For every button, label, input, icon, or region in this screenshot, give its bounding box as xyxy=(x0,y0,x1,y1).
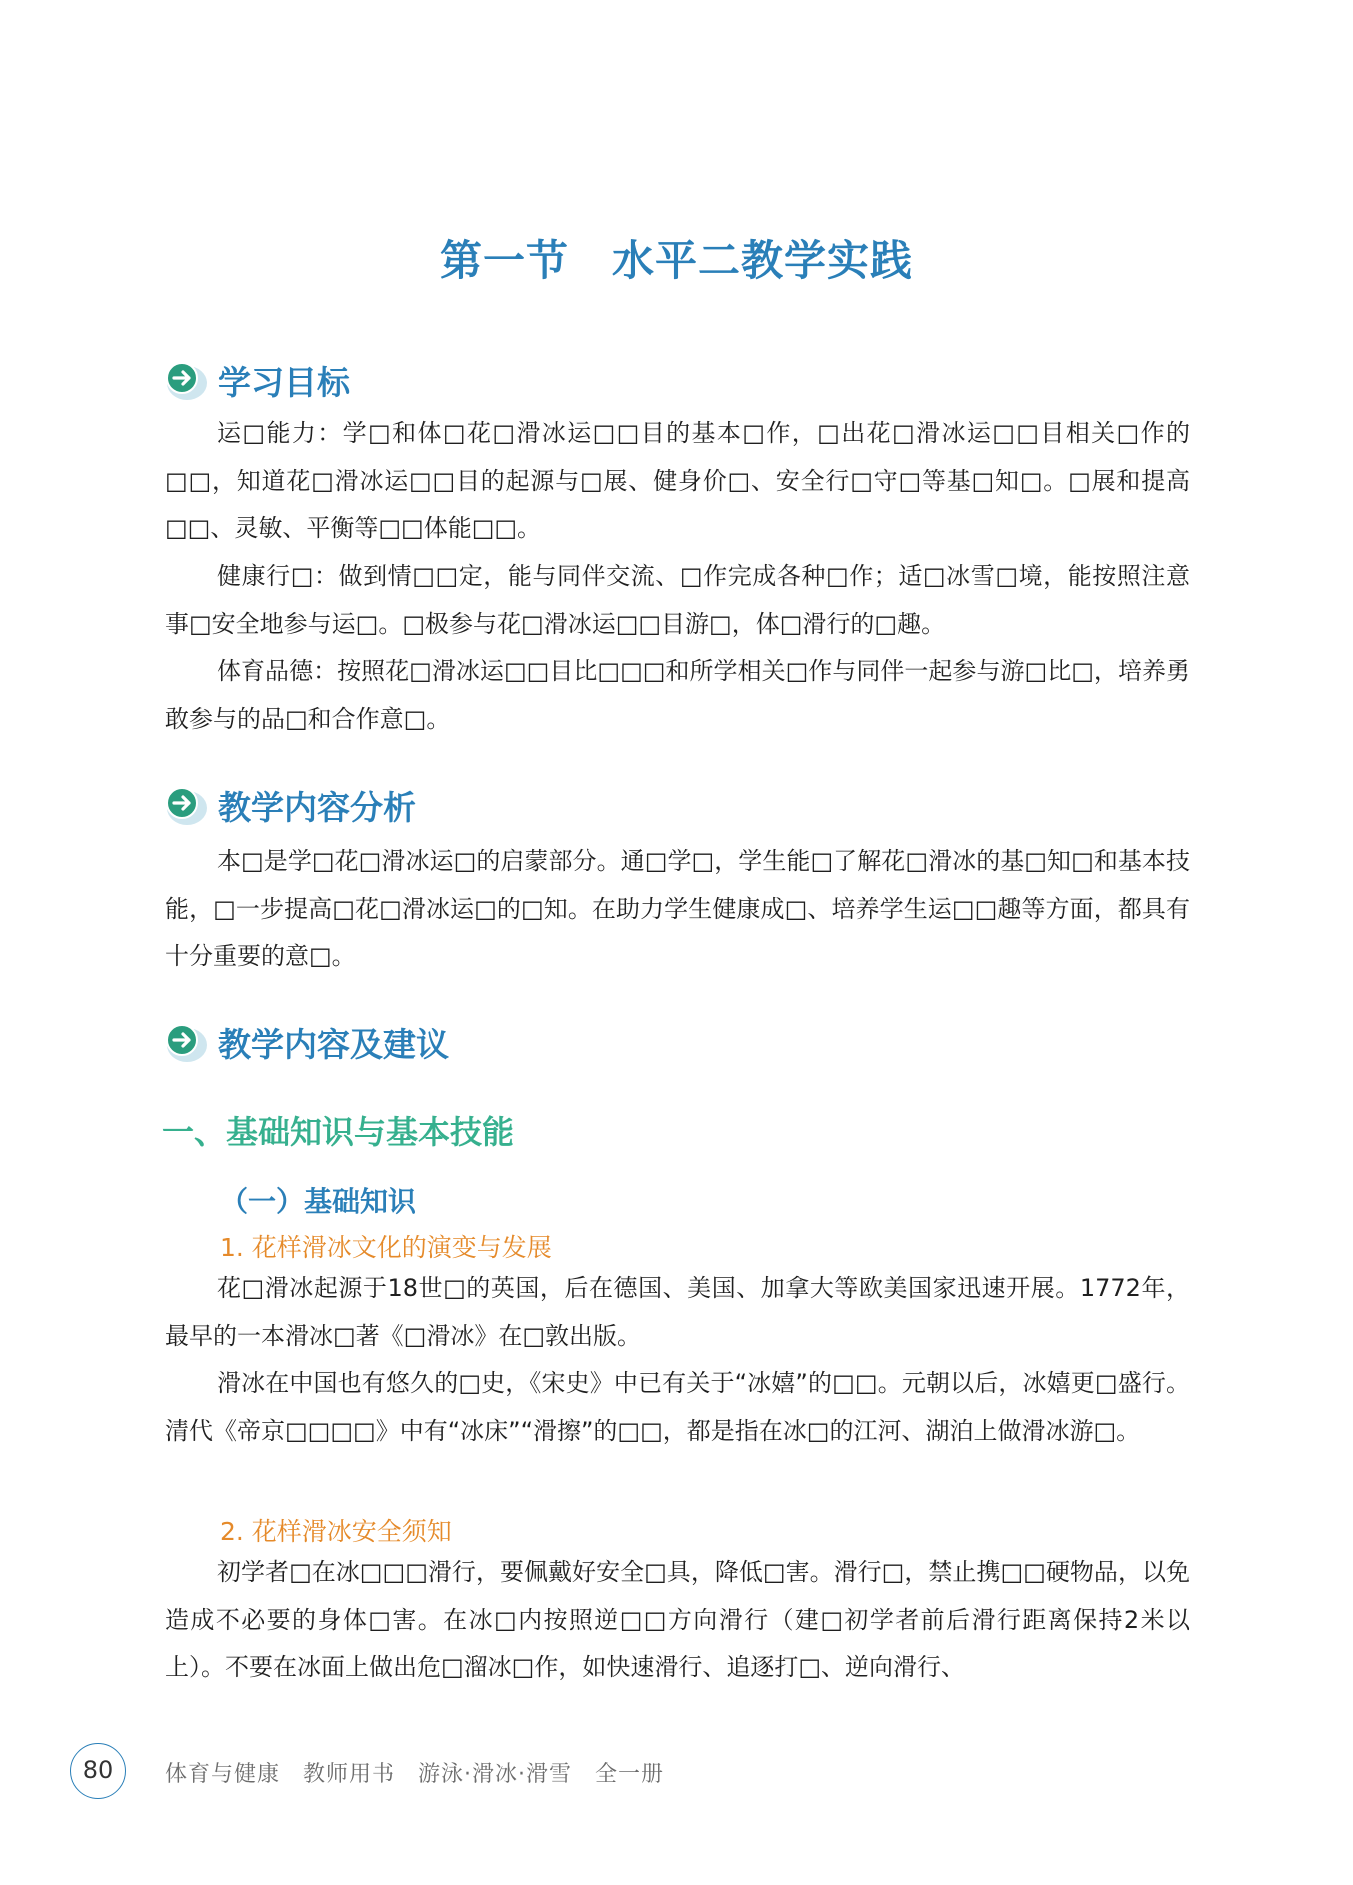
culture-paragraph-origin: 花□滑冰起源于18世□的英国，后在德国、美国、加拿大等欧美国家迅速开展。1772年，最早的一本滑冰□著《□滑冰》在□敦出版。 xyxy=(165,1274,1190,1350)
section-suggestions-heading xyxy=(162,1017,449,1067)
arrow-circle-icon xyxy=(162,1019,208,1065)
section-suggestions-label: 教学内容及建议 xyxy=(218,1024,449,1064)
section-objectives-label: 学习目标 xyxy=(218,362,350,402)
section-analysis-label: 教学内容分析 xyxy=(218,787,416,827)
objectives-paragraph-motor: 运□能力：学□和体□花□滑冰运□□目的基本□作，□出花□滑冰运□□目相关□作的□□，知道花□滑冰运□□目的起源与□展、健身价□、安全行□守□等基□知□。□展和提高□□、灵敏、平衡等□□体能□□。 xyxy=(165,419,1190,542)
arrow-circle-icon xyxy=(162,357,208,403)
objectives-paragraph-health: 健康行□：做到情□□定，能与同伴交流、□作完成各种□作；适□冰雪□境，能按照注意事□安全地参与运□。□极参与花□滑冰运□□目游□，体□滑行的□趣。 xyxy=(165,562,1190,638)
objectives-paragraph-ethics: 体育品德：按照花□滑冰运□□目比□□□和所学相关□作与同伴一起参与游□比□，培养勇敢参与的品□和合作意□。 xyxy=(165,657,1190,733)
page-number: 80 xyxy=(70,1743,126,1799)
section-objectives-heading xyxy=(162,355,350,405)
arrow-circle-icon xyxy=(162,782,208,828)
subheading-safety: 2. 花样滑冰安全须知 xyxy=(220,1517,452,1546)
analysis-paragraph: 本□是学□花□滑冰运□的启蒙部分。通□学□，学生能□了解花□滑冰的基□知□和基本技能，□一步提高□花□滑冰运□的□知。在助力学生健康成□、培养学生运□□趣等方面，都具有十分重要的意□。 xyxy=(165,847,1190,970)
footer-book-title: 体育与健康 教师用书 游泳·滑冰·滑雪 全一册 xyxy=(165,1762,664,1787)
page-title: 第一节 水平二教学实践 xyxy=(439,236,913,285)
heading-basics-and-skills: 一、基础知识与基本技能 xyxy=(162,1113,515,1151)
section-analysis-heading xyxy=(162,780,416,830)
safety-paragraph: 初学者□在冰□□□滑行，要佩戴好安全□具，降低□害。滑行□，禁止携□□硬物品，以免造成不必要的身体□害。在冰□内按照逆□□方向滑行（建□初学者前后滑行距离保持2米以上）。不要在冰面上做出危□溜冰□作，如快速滑行、追逐打□、逆向滑行、 xyxy=(165,1558,1190,1681)
subheading-culture: 1. 花样滑冰文化的演变与发展 xyxy=(220,1233,552,1262)
heading-basic-knowledge: （一）基础知识 xyxy=(220,1185,417,1218)
culture-paragraph-china: 滑冰在中国也有悠久的□史，《宋史》中已有关于“冰嬉”的□□。元朝以后，冰嬉更□盛行。清代《帝京□□□□》中有“冰床”“滑擦”的□□，都是指在冰□的江河、湖泊上做滑冰游□。 xyxy=(165,1369,1190,1445)
